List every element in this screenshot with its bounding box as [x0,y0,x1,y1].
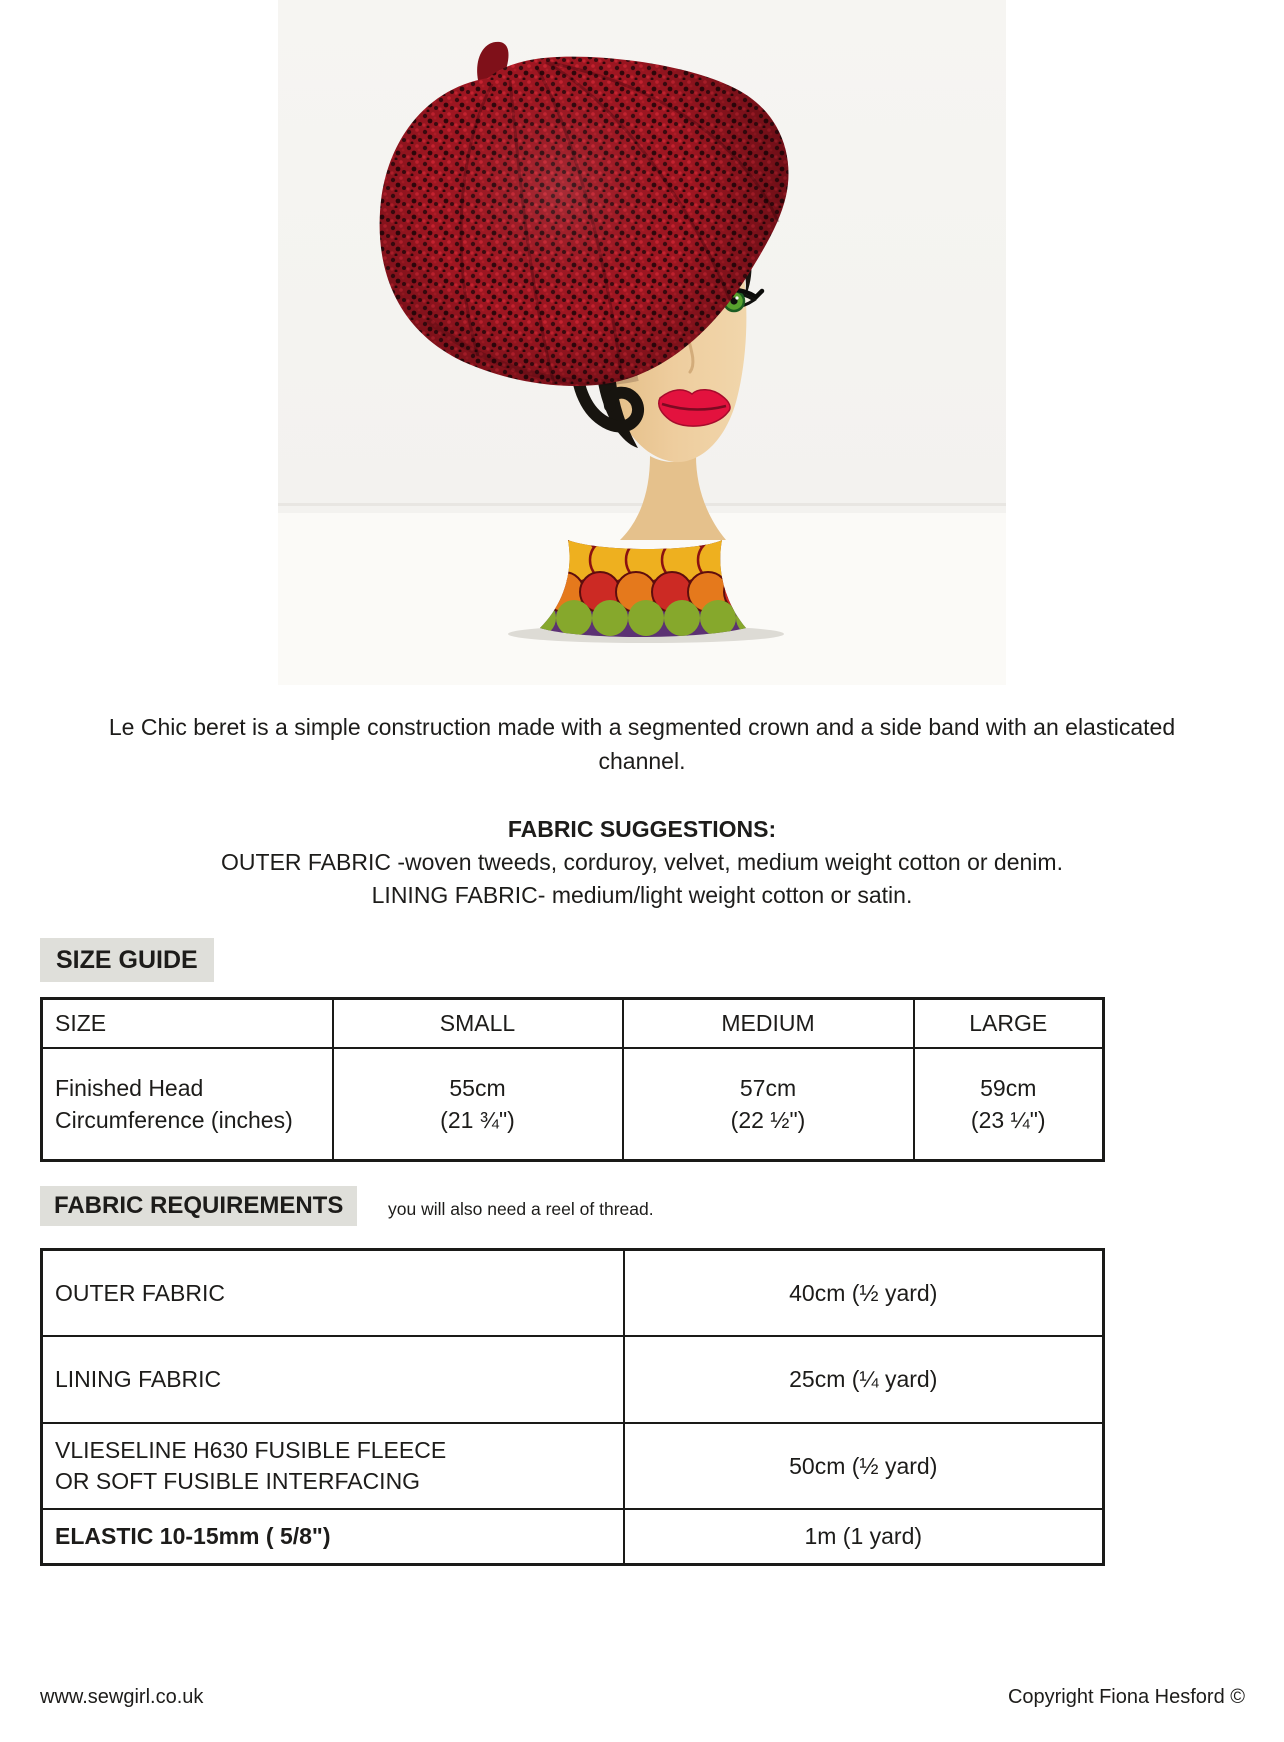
fabric-suggestions-heading: FABRIC SUGGESTIONS: [507,816,777,842]
small-header-cell: SMALL [333,999,623,1049]
small-value-cell [333,1048,623,1161]
size-table-header-row [42,999,1104,1049]
size-guide-table [40,997,1105,1162]
size-guide-heading: SIZE GUIDE [40,938,214,982]
table-row [42,1509,1104,1565]
lining-fabric-suggestion: LINING FABRIC- medium/light weight cotton or satin. [371,882,913,908]
large-cm: 59cm [980,1075,1037,1101]
interfacing-amount-cell: 50cm (½ yard) [624,1423,1104,1509]
interfacing-item-cell [42,1423,624,1509]
medium-header-cell: MEDIUM [623,999,914,1049]
circumference-label-cell: Finished Head Circumference (inches) [42,1048,333,1161]
beret-photo-illustration [278,0,1006,685]
table-row [42,1423,1104,1509]
size-header-cell: SIZE [42,999,333,1049]
intro-text: Le Chic beret is a simple construction made with a segmented crown and a side band with an elasticated channel. [108,714,1176,774]
fabric-requirements-heading: FABRIC REQUIREMENTS [40,1186,357,1226]
product-photo [278,0,1006,685]
large-value-cell [914,1048,1104,1161]
elastic-amount-cell: 1m (1 yard) [624,1509,1104,1565]
copyright-text: Copyright Fiona Hesford © [1007,1686,1245,1708]
medium-value-cell [623,1048,914,1161]
outer-fabric-amount-cell: 40cm (½ yard) [624,1250,1104,1337]
large-header-cell: LARGE [914,999,1104,1049]
outer-fabric-suggestion: OUTER FABRIC -woven tweeds, corduroy, velvet, medium weight cotton or denim. [221,849,1063,875]
table-row [42,1336,1104,1423]
medium-inches: (22 ½") [730,1107,806,1133]
elastic-item-cell: ELASTIC 10-15mm ( 5/8") [42,1509,624,1565]
small-inches: (21 ¾") [440,1107,515,1133]
large-inches: (23 ¼") [970,1107,1046,1133]
fabric-suggestions [0,813,1284,912]
lining-fabric-item-cell: LINING FABRIC [42,1336,624,1423]
medium-cm: 57cm [739,1075,797,1101]
outer-fabric-item-cell: OUTER FABRIC [42,1250,624,1337]
interfacing-item-line2: OR SOFT FUSIBLE INTERFACING [55,1468,421,1494]
small-cm: 55cm [449,1075,506,1101]
interfacing-item-line1: VLIESELINE H630 FUSIBLE FLEECE [55,1437,447,1463]
table-row [42,1250,1104,1337]
fabric-requirements-table [40,1248,1105,1566]
website-text: www.sewgirl.co.uk [40,1686,204,1708]
thread-note: you will also need a reel of thread. [388,1199,654,1219]
lining-fabric-amount-cell: 25cm (¼ yard) [624,1336,1104,1423]
size-table-body-row [42,1048,1104,1161]
